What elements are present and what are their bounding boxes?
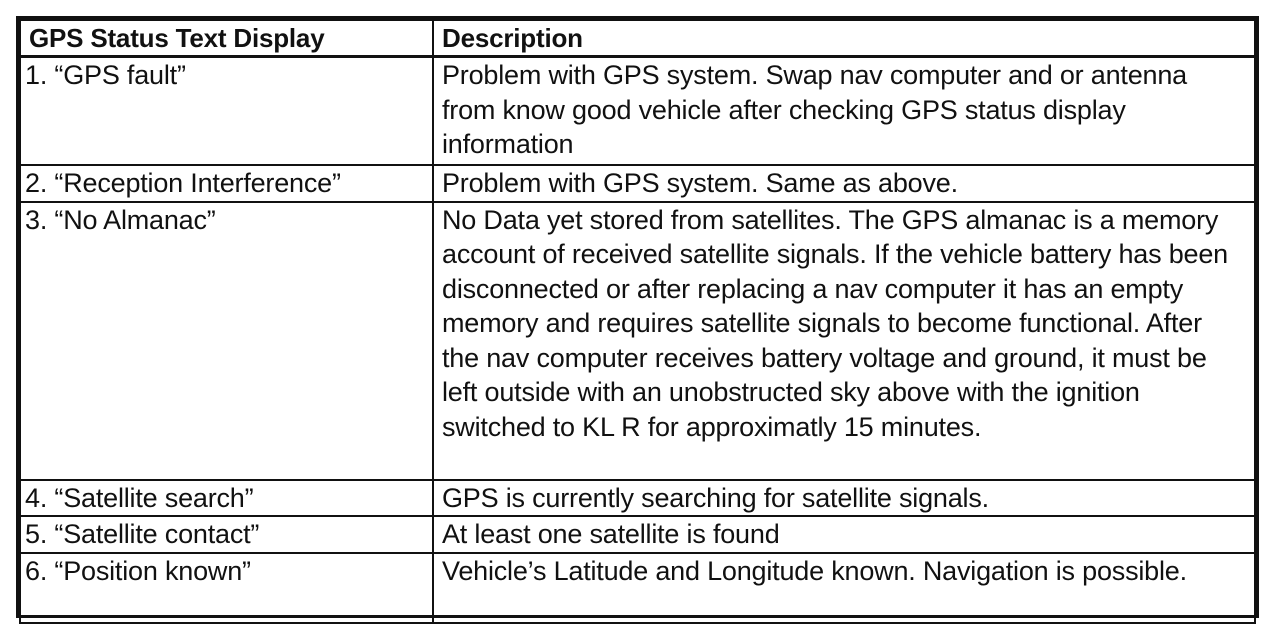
description-cell: No Data yet stored from satellites. The GPS almanac is a memory account of received satellite signals. If the vehicle battery has been disconnected or after replacing a nav computer it has an empty memory and requires satellite signals to become functional. After the nav computer receives battery voltage and ground, it must be left outside with an unobstructed sky above with the ignition switched to KL R for approximatly 15 minutes. bbox=[433, 202, 1255, 480]
table-row bbox=[20, 553, 1255, 623]
description-cell: Problem with GPS system. Same as above. bbox=[433, 165, 1255, 202]
status-cell: 3. “No Almanac” bbox=[20, 202, 433, 480]
description-cell: At least one satellite is found bbox=[433, 516, 1255, 553]
status-cell: 6. “Position known” bbox=[20, 553, 433, 623]
table-row bbox=[20, 165, 1255, 202]
status-cell: 4. “Satellite search” bbox=[20, 480, 433, 517]
table-row bbox=[20, 202, 1255, 480]
description-cell: Vehicle’s Latitude and Longitude known. Navigation is possible. bbox=[433, 553, 1255, 623]
status-cell: 5. “Satellite contact” bbox=[20, 516, 433, 553]
gps-status-table bbox=[19, 19, 1256, 624]
header-status: GPS Status Text Display bbox=[20, 20, 433, 57]
table-row bbox=[20, 480, 1255, 517]
table-row bbox=[20, 57, 1255, 166]
gps-status-table-container bbox=[16, 16, 1259, 618]
description-cell: GPS is currently searching for satellite signals. bbox=[433, 480, 1255, 517]
description-cell: Problem with GPS system. Swap nav computer and or antenna from know good vehicle after checking GPS status display information bbox=[433, 57, 1255, 166]
table-row bbox=[20, 516, 1255, 553]
status-cell: 2. “Reception Interference” bbox=[20, 165, 433, 202]
status-cell: 1. “GPS fault” bbox=[20, 57, 433, 166]
header-description: Description bbox=[433, 20, 1255, 57]
table-header-row bbox=[20, 20, 1255, 57]
